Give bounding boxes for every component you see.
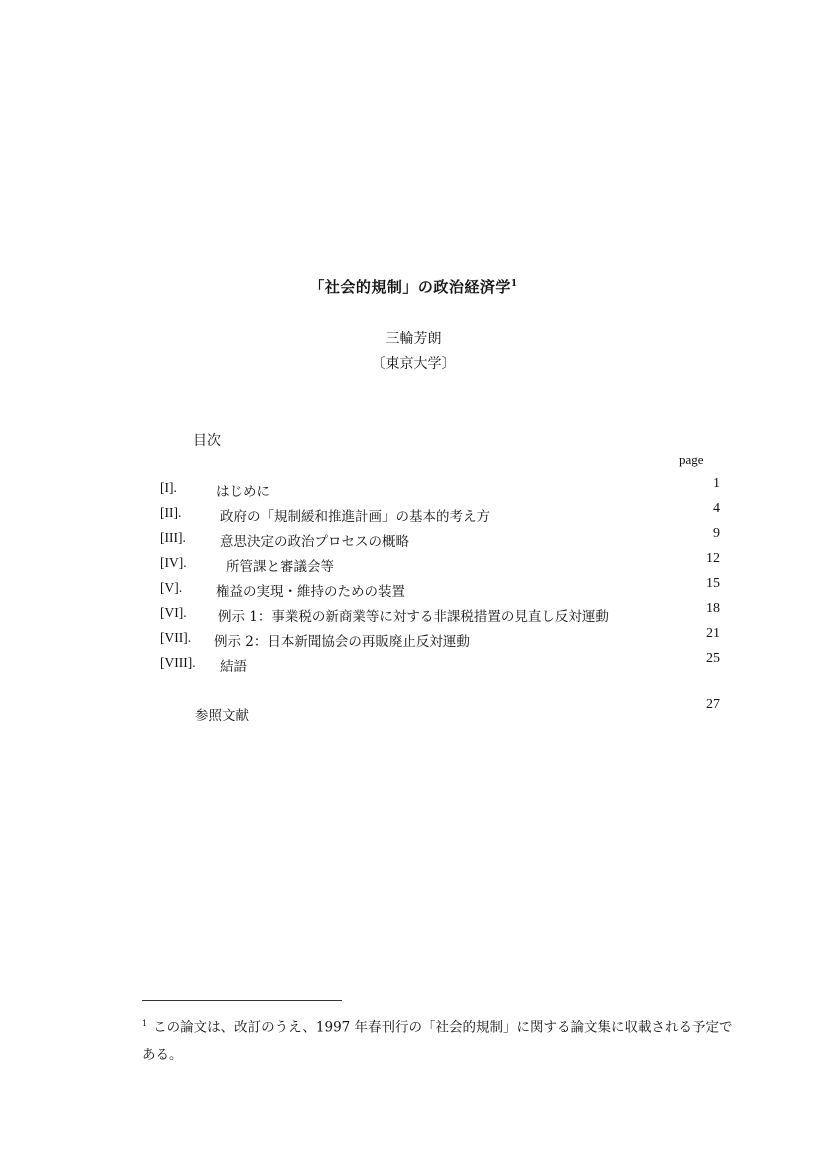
- document-title: [0, 276, 827, 297]
- toc-item-label: 例示 1：事業税の新商業等に対する非課税措置の見直し反対運動: [218, 609, 609, 625]
- references-page: 27: [706, 697, 720, 712]
- toc-item: [160, 626, 720, 652]
- toc-item-page: 15: [706, 576, 720, 591]
- author-affiliation: 〔東京大学〕: [371, 356, 456, 372]
- toc-item-label: 意思決定の政治プロセスの概略: [220, 534, 409, 550]
- toc-item-number: [VIII].: [160, 655, 196, 670]
- toc-item: [160, 476, 720, 502]
- toc-page-column-label: page: [679, 452, 704, 467]
- toc-item: [160, 526, 720, 552]
- toc-item-label: 所管課と審議会等: [226, 559, 334, 575]
- toc-item: [160, 501, 720, 527]
- toc-item-number: [IV].: [160, 555, 187, 570]
- toc-item-label: 例示 2：日本新聞協会の再販廃止反対運動: [214, 634, 470, 650]
- toc-item: [160, 576, 720, 602]
- footnote: [142, 1010, 742, 1069]
- toc-item: [160, 601, 720, 627]
- toc-item-page: 1: [713, 476, 720, 491]
- footnote-text: この論文は、改訂のうえ、1997 年春刊行の「社会的規制」に関する論文集に収載される予定である。: [142, 1019, 733, 1063]
- toc-item-number: [II].: [160, 505, 182, 520]
- toc-item-number: [VI].: [160, 605, 187, 620]
- footnote-divider: [142, 1000, 342, 1001]
- toc-item-label: 結語: [220, 659, 247, 675]
- toc-heading: 目次: [193, 433, 221, 449]
- toc-item-number: [III].: [160, 530, 186, 545]
- toc-item: [160, 551, 720, 577]
- toc-item-number: [I].: [160, 480, 177, 495]
- toc-item-page: 25: [706, 651, 720, 666]
- toc-item-label: はじめに: [216, 484, 270, 500]
- toc-item-page: 18: [706, 601, 720, 616]
- title-footnote-mark: 1: [510, 279, 518, 289]
- toc-item-page: 21: [706, 626, 720, 641]
- toc-item-page: 12: [706, 551, 720, 566]
- title-text: 「社会的規制」の政治経済学: [309, 278, 511, 296]
- toc-item-number: [V].: [160, 580, 183, 595]
- references-label: 参照文献: [195, 708, 249, 724]
- toc-item-label: 政府の「規制緩和推進計画」の基本的考え方: [220, 509, 490, 525]
- toc-item-page: 9: [713, 526, 720, 541]
- footnote-mark: 1: [142, 1019, 148, 1028]
- toc-item: [160, 651, 720, 677]
- toc-item-number: [VII].: [160, 630, 192, 645]
- toc-item-page: 4: [713, 501, 720, 516]
- toc-item-label: 権益の実現・維持のための装置: [216, 584, 405, 600]
- author-name: 三輪芳朗: [385, 331, 442, 347]
